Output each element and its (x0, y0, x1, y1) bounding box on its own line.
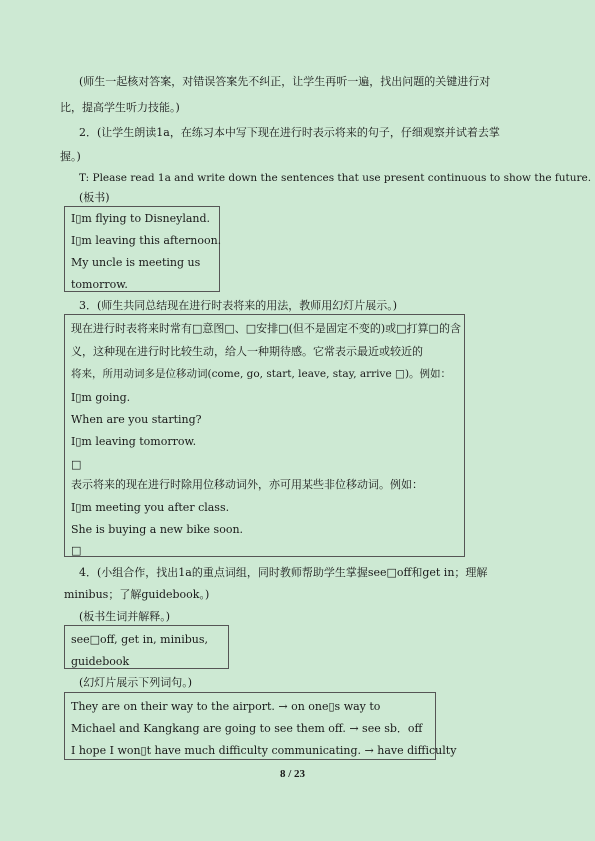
box2-line-11: □ (71, 544, 82, 557)
grammar-summary-box (64, 314, 465, 557)
paragraph-1-line-1: (师生一起核对答案，对错误答案先不纠正，让学生再听一遍，找出问题的关键进行对 (79, 75, 491, 88)
box2-line-7: □ (71, 458, 82, 471)
box3-line-1: see□off, get in, minibus, (71, 633, 208, 646)
teacher-instruction: T: Please read 1a and write down the sentences that use present continuous to show the future. (79, 172, 592, 184)
blackboard-sentences-box (64, 206, 220, 292)
box2-line-3: 将来，所用动词多是位移动词(come, go, start, leave, stay, arrive □)。例如： (71, 368, 452, 380)
phrases-box (64, 692, 457, 760)
box2-line-9: I▯m meeting you after class. (71, 501, 230, 514)
box1-line-1: I▯m flying to Disneyland. (71, 212, 211, 225)
box2-line-6: I▯m leaving tomorrow. (71, 435, 197, 448)
box2-line-10: She is buying a new bike soon. (71, 523, 244, 536)
box4-line-1: They are on their way to the airport. → on one▯s way to (71, 700, 381, 713)
paragraph-4-line-1: 4．(小组合作，找出1a的重点词组，同时教师帮助学生掌握see□off和get in；理解 (79, 566, 488, 579)
box2-line-5: When are you starting? (71, 413, 202, 426)
box2-line-8: 表示将来的现在进行时除用位移动词外，亦可用某些非位移动词。例如： (71, 478, 423, 491)
box1-line-2: I▯m leaving this afternoon. (71, 234, 222, 247)
slide-note: (幻灯片展示下列词句。) (79, 676, 193, 689)
paragraph-2-line-2: 握。) (60, 150, 81, 163)
box1-line-4: tomorrow. (71, 278, 128, 291)
box1-line-3: My uncle is meeting us (71, 256, 201, 269)
paragraph-4-line-2: minibus；了解guidebook。) (64, 588, 210, 601)
page-number: 8 / 23 (280, 768, 306, 780)
box2-line-1: 现在进行时表将来时常有□意图□、□安排□(但不是固定不变的)或□打算□的含 (71, 322, 461, 335)
box3-line-2: guidebook (71, 655, 130, 668)
blackboard-note: (板书) (79, 191, 110, 204)
box2-line-4: I▯m going. (71, 391, 131, 404)
box4-line-2: Michael and Kangkang are going to see them off. → see sb．off (71, 722, 423, 735)
box4-line-3: I hope I won▯t have much difficulty communicating. → have difficulty (71, 744, 457, 757)
blackboard-vocab-note: (板书生词并解释。) (79, 610, 171, 623)
box2-line-2: 义，这种现在进行时比较生动，给人一种期待感。它常表示最近或较近的 (71, 345, 423, 358)
vocabulary-box (64, 625, 229, 669)
paragraph-1-line-2: 比，提高学生听力技能。) (60, 101, 180, 114)
paragraph-2-line-1: 2．(让学生朗读1a，在练习本中写下现在进行时表示将来的句子，仔细观察并试着去掌 (79, 126, 500, 139)
paragraph-3: 3．(师生共同总结现在进行时表将来的用法，教师用幻灯片展示。) (79, 299, 398, 312)
